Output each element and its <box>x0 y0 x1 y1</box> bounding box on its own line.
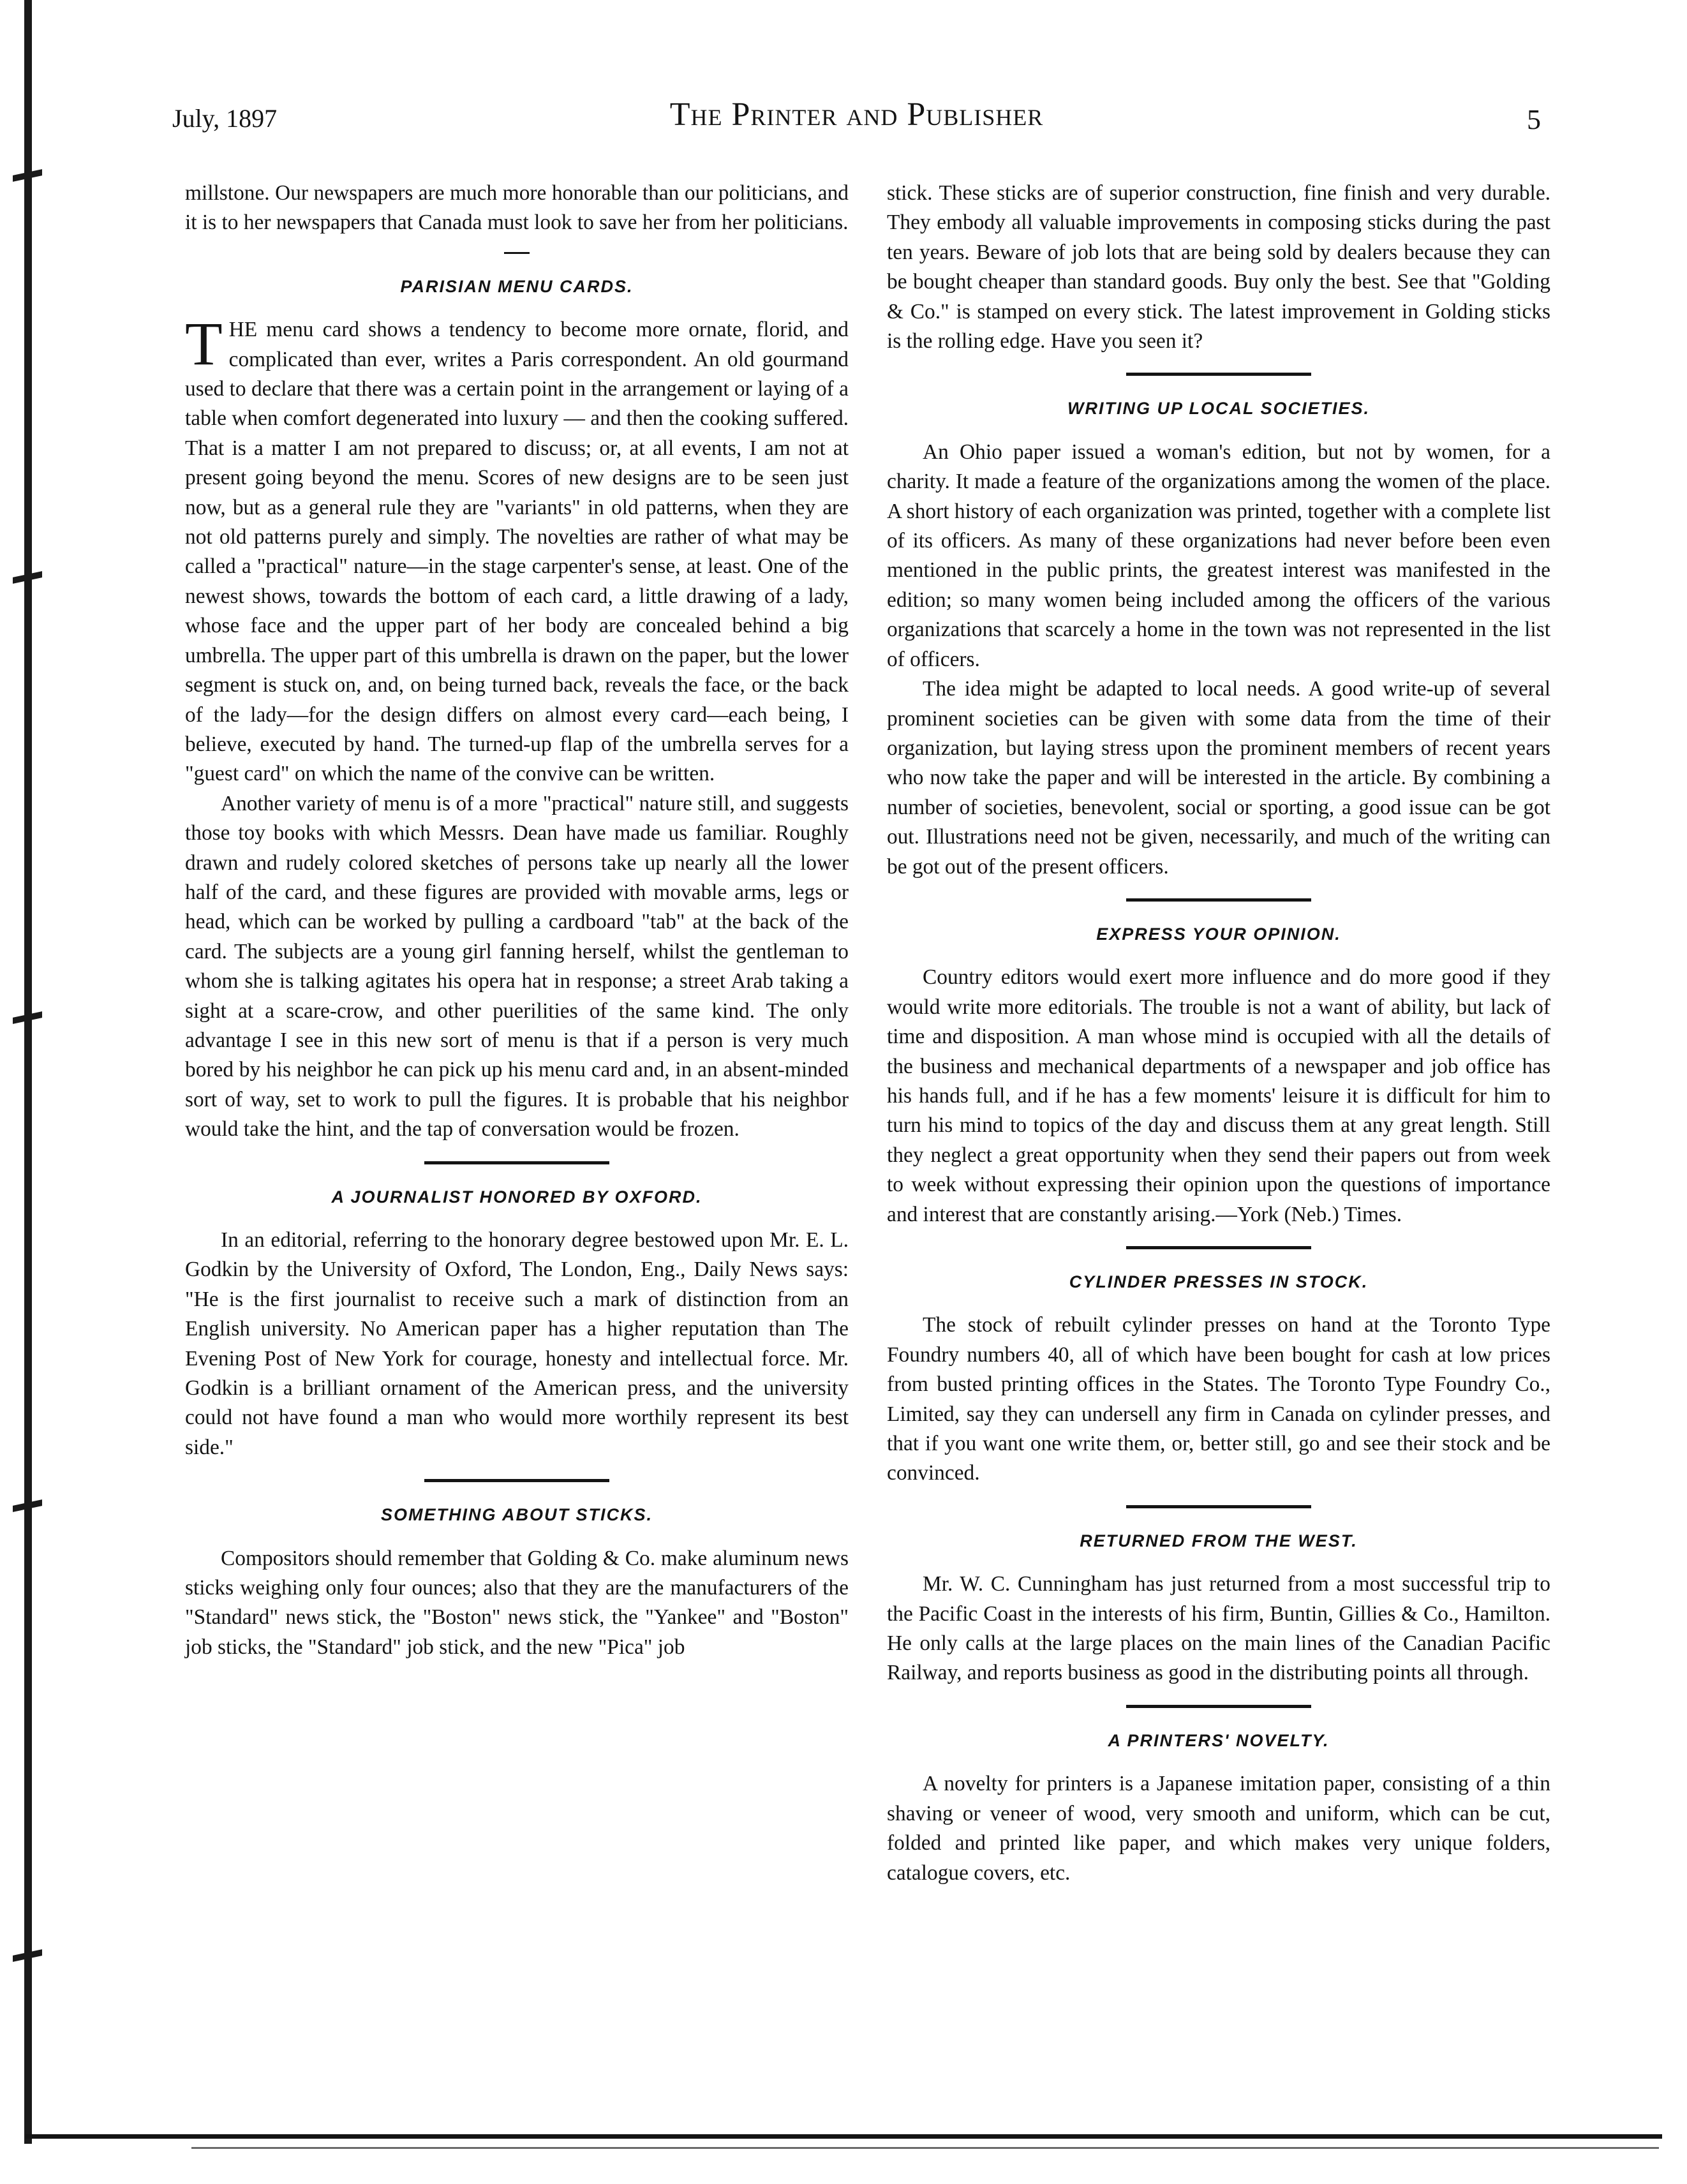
article-heading: RETURNED FROM THE WEST. <box>1080 1531 1358 1550</box>
section-rule <box>1126 1505 1311 1508</box>
article-heading: A JOURNALIST HONORED BY OXFORD. <box>331 1187 702 1207</box>
article-heading: A PRINTERS' NOVELTY. <box>1108 1730 1330 1750</box>
page-binding-edge <box>24 0 32 2144</box>
article-heading: SOMETHING ABOUT STICKS. <box>380 1505 653 1525</box>
drop-cap: T <box>185 309 223 378</box>
section-rule <box>424 1161 609 1164</box>
section-rule <box>1126 373 1311 376</box>
article-paragraph: A novelty for printers is a Japanese imitation paper, consisting of a thin shaving or veneer of wood, very smooth and uniform, which can be cut, folded and printed like paper, and which makes very unique folders, catalogue covers, etc. <box>887 1772 1550 1885</box>
article-paragraph: Another variety of menu is of a more "practical" nature still, and suggests those toy books with which Messrs. Dean have made us familiar. Roughly drawn and rudely colored sketches of persons take up nearly all the lower half of the card, and these figures are provided with movable arms, legs or head, which can be worked by pulling a cardboard "tab" at the back of the card. The subjects are a young girl fanning herself, whilst the gentleman to whom she is talking agitates his opera hat in response; a street Arab taking a sight at a scare-crow, and other puerilities of the same kind. The only advantage I see in this new sort of menu is that if a person is very much bored by his neighbor he can pick up his menu card and, in an absent-minded sort of way, set to work to pull the figures. It is probable that his neighbor would take the hint, and the tap of conversation would be frozen. <box>185 791 849 1141</box>
article-paragraph: The idea might be adapted to local needs. A good write-up of several prominent societies can be given with some data from the time of their organization, but laying stress upon the prominent members of recent years who now take the paper and will be interested in the article. By combining a number of societies, benevolent, social or sporting, a good issue can be got out. Illustrations need not be given, necessarily, and much of the writing can be got out of the present officers. <box>887 677 1550 879</box>
article-heading: CYLINDER PRESSES IN STOCK. <box>1069 1272 1369 1291</box>
article-heading: WRITING UP LOCAL SOCIETIES. <box>1067 399 1371 419</box>
article-paragraph: Compositors should remember that Golding & Co. make aluminum news sticks weighing only four ounces; also that they are the manufacturers of the "Standard" news stick, the "Boston" news stick, the "Yankee" and "Boston" job sticks, the "Standard" job stick, and the new "Pica" job <box>185 1546 849 1659</box>
section-rule <box>424 1479 609 1482</box>
article-paragraph: Country editors would exert more influence and do more good if they would write more editorials. The trouble is not a want of ability, but lack of time and disposition. A man whose mind is occupied with all the details of the business and mechanical departments of a newspaper and job office has his hands full, and if he has a few moments' leisure it is difficult for him to turn his mind to topics of the day and discuss them at any great length. Still they neglect a great opportunity when they send their papers out from week to week without expressing their opinion upon the questions of importance and interest that are constantly arising.—York (Neb.) Times. <box>887 965 1550 1226</box>
article-continuation: millstone. Our newspapers are much more honorable than our politicians, and it is to her newspapers that Canada must look to save her from her politicians. <box>185 181 849 235</box>
article-heading: PARISIAN MENU CARDS. <box>400 276 634 296</box>
page-number: 5 <box>1527 104 1541 135</box>
article-paragraph: The stock of rebuilt cylinder presses on hand at the Toronto Type Foundry numbers 40, all of which have been bought for cash at low prices from busted printing offices in the States. The Toronto Type Foundry Co., Limited, say they can undersell any firm in Canada on cylinder presses, and that if you want one write them, or, better still, go and see their stock and be convinced. <box>887 1313 1550 1485</box>
bottom-rule <box>26 2134 1662 2139</box>
section-rule <box>1126 1246 1311 1249</box>
paragraph-text: HE menu card shows a tendency to become more ornate, florid, and complicated than ever, writes a Paris correspondent. An old gourmand used to declare that there was a certain point in the arrangement or laying of a table when comfort degenerated into luxury — and then the cooking suffered. That is a matter I am not prepared to discuss; or, at all events, I am not at present going beyond the menu. Scores of new designs are to be seen just now, but as a general rule they are "variants" in old patterns, when they are not old patterns purely and simply. The novelties are rather of what may be called a "practical" nature—in the stage carpenter's sense, at least. One of the newest shows, towards the bottom of each card, a little drawing of a lady, whose face and the upper part of her body are concealed behind a big umbrella. The upper part of this umbrella is drawn on the paper, but the lower segment is stuck on, and, on being turned back, reveals the face, or the back of the lady—for the design differs on almost every card—each being, I believe, executed by hand. The turned-up flap of the umbrella serves for a "guest card" on which the name of the convive can be written. <box>185 318 849 786</box>
article-paragraph: In an editorial, referring to the honorary degree bestowed upon Mr. E. L. Godkin by the University of Oxford, The London, Eng., Daily News says: "He is the first journalist to receive such a mark of distinction from an English university. No American paper has a higher reputation than The Evening Post of New York for courage, honesty and intellectual force. Mr. Godkin is a brilliant ornament of the American press, and the university could not have found a man who would more worthily represent its best side." <box>185 1228 849 1459</box>
bottom-rule-thin <box>191 2147 1659 2149</box>
section-rule <box>1126 898 1311 902</box>
article-paragraph <box>185 309 849 789</box>
issue-date: July, 1897 <box>172 104 278 133</box>
section-rule <box>1126 1705 1311 1708</box>
article-paragraph: Mr. W. C. Cunningham has just returned from a most successful trip to the Pacific Coast in the interests of his firm, Buntin, Gillies & Co., Hamilton. He only calls at the large places on the main lines of the Canadian Pacific Railway, and reports business as good in the distributing points all through. <box>887 1572 1550 1685</box>
article-continuation: stick. These sticks are of superior construction, fine finish and very durable. They embody all valuable improvements in composing sticks during the past ten years. Beware of job lots that are being sold by dealers because they can be bought cheaper than standard goods. Buy only the best. See that "Golding & Co." is stamped on every stick. The latest improvement in Golding sticks is the rolling edge. Have you seen it? <box>887 181 1550 353</box>
publication-title: The Printer and Publisher <box>669 96 1044 133</box>
left-column <box>185 179 849 1662</box>
running-header <box>172 96 1541 147</box>
article-heading: EXPRESS YOUR OPINION. <box>1096 924 1341 944</box>
article-paragraph: An Ohio paper issued a woman's edition, but not by women, for a charity. It made a feature of the organizations among the women of the place. A short history of each organization was printed, together with a complete list of its officers. As many of these organizations had never before been even mentioned in the public prints, the greatest interest was manifested in the edition; so many women being included among the officers of the various organizations that scarcely a home in the town was not represented in the list of officers. <box>887 440 1550 671</box>
section-dash <box>504 252 530 254</box>
right-column <box>887 179 1550 1888</box>
